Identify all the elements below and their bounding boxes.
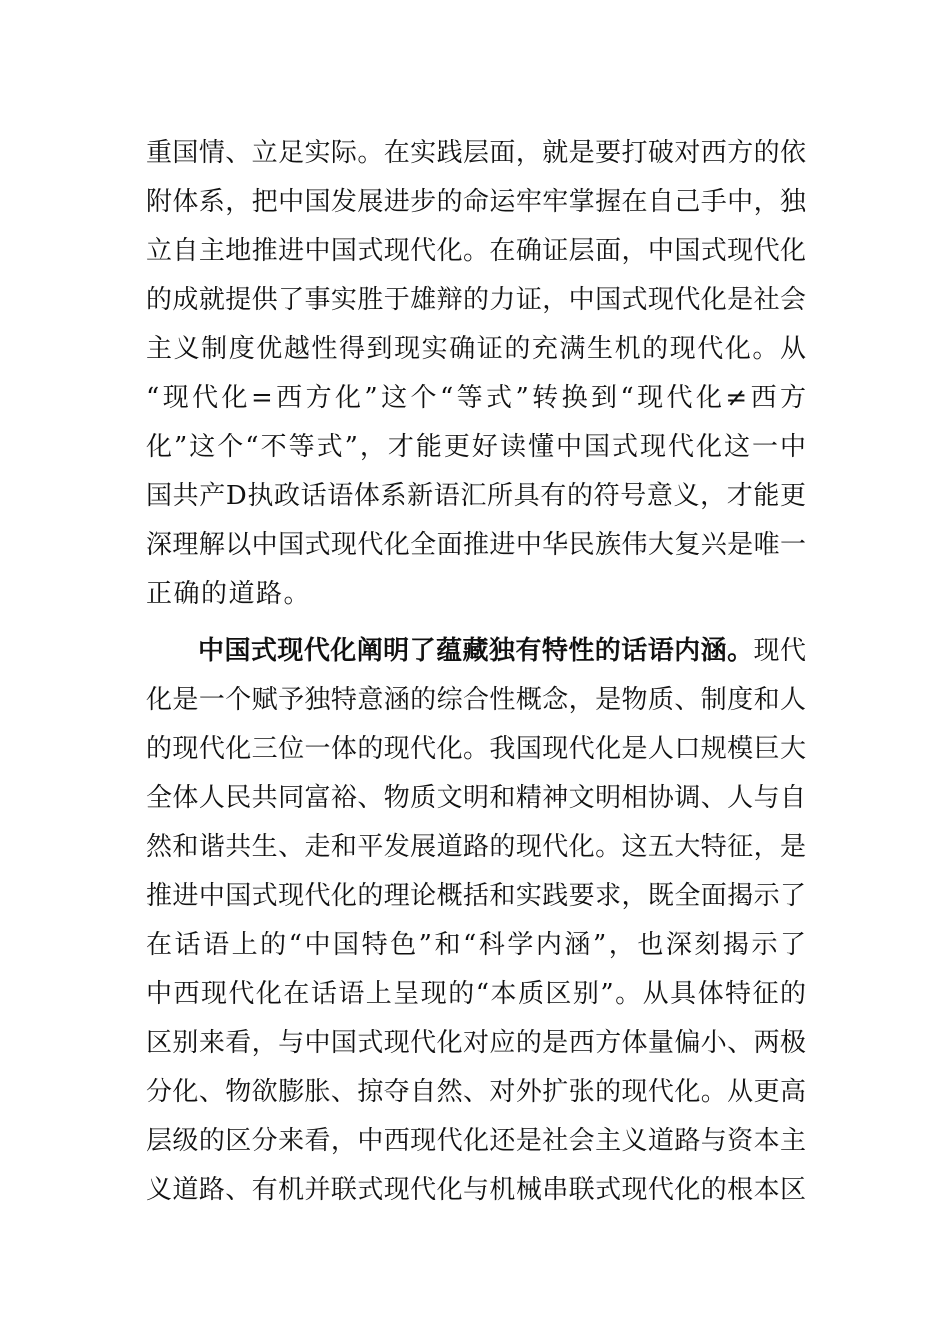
text-line: 化”这个“不等式”，才能更好读懂中国式现代化这一中	[146, 432, 806, 462]
text-line: 附体系，把中国发展进步的命运牢牢掌握在自己手中，独	[146, 187, 806, 217]
text-line: 深理解以中国式现代化全面推进中华民族伟大复兴是唯一	[146, 530, 806, 560]
text-line: 正确的道路。	[146, 579, 312, 609]
text-line: 然和谐共生、走和平发展道路的现代化。这五大特征，是	[146, 832, 806, 862]
text-line: “现代化=西方化”这个“等式”转换到“现代化≠西方	[146, 383, 806, 413]
text-line: 的现代化三位一体的现代化。我国现代化是人口规模巨大	[146, 734, 806, 764]
paragraph-heading: 中国式现代化阐明了蕴藏独有特性的话语内涵。	[198, 636, 754, 666]
text-line: 义道路、有机并联式现代化与机械串联式现代化的根本区	[146, 1175, 806, 1205]
paragraph-1	[146, 129, 806, 619]
text-line: 分化、物欲膨胀、掠夺自然、对外扩张的现代化。从更高	[146, 1077, 806, 1107]
text-line: 推进中国式现代化的理论概括和实践要求，既全面揭示了	[146, 881, 806, 911]
text-line: 立自主地推进中国式现代化。在确证层面，中国式现代化	[146, 236, 806, 266]
text-line: 中西现代化在话语上呈现的“本质区别”。从具体特征的	[146, 979, 806, 1009]
paragraph-2-first-line	[146, 627, 806, 676]
text-fragment: 现代	[753, 636, 806, 666]
paragraph-2	[146, 627, 806, 1215]
text-line: 在话语上的“中国特色”和“科学内涵”，也深刻揭示了	[146, 930, 806, 960]
text-line: 区别来看，与中国式现代化对应的是西方体量偏小、两极	[146, 1028, 806, 1058]
text-line: 重国情、立足实际。在实践层面，就是要打破对西方的依	[146, 138, 806, 168]
text-line: 化是一个赋予独特意涵的综合性概念，是物质、制度和人	[146, 685, 806, 715]
text-line: 主义制度优越性得到现实确证的充满生机的现代化。从	[146, 334, 806, 364]
text-line: 层级的区分来看，中西现代化还是社会主义道路与资本主	[146, 1126, 806, 1156]
text-line: 的成就提供了事实胜于雄辩的力证，中国式现代化是社会	[146, 285, 806, 315]
text-line: 全体人民共同富裕、物质文明和精神文明相协调、人与自	[146, 783, 806, 813]
text-line: 国共产D执政话语体系新语汇所具有的符号意义，才能更	[146, 481, 806, 511]
